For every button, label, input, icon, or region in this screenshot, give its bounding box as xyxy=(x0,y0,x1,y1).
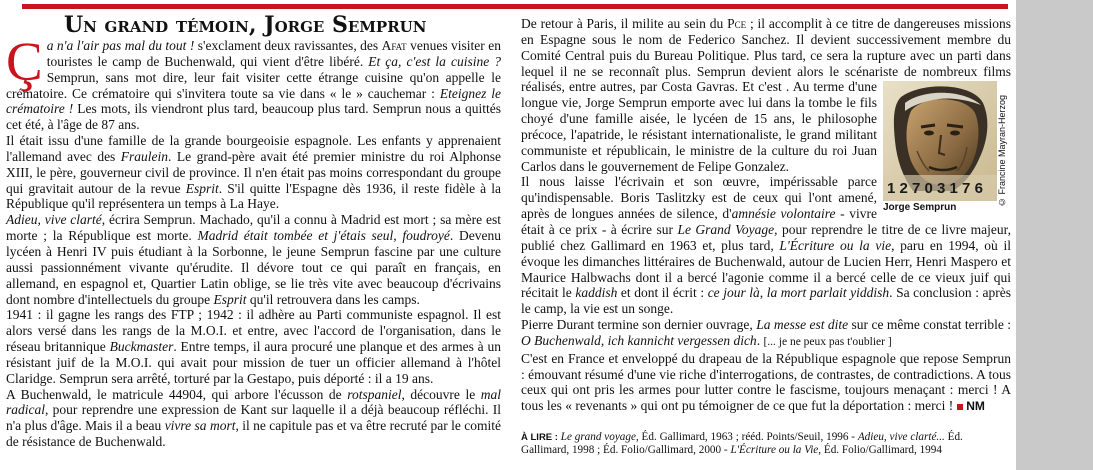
text: Il nous laisse l'écrivain et son œuvre, impérissable parce qu'indispensable. Boris Taslitzky est de ceux qui l'ont amené, après de longues années de silence, d' xyxy=(521,174,877,222)
text: , écrira Semprun. Machado, qu'il a connu à Madrid est mort ; sa mère est morte ; la République est morte. xyxy=(6,212,501,244)
italic-term: Esprit xyxy=(213,291,247,307)
quote: Eteignez le crématoire ! xyxy=(6,85,501,117)
quote: Adieu, vive clarté xyxy=(6,212,102,228)
quote: a n'a l'air pas mal du tout ! xyxy=(46,38,195,53)
italic-term: amnésie volontaire xyxy=(731,206,836,222)
article-title: Un grand témoin, Jorge Semprun xyxy=(64,12,427,38)
italic-term: kaddish xyxy=(575,285,618,301)
text: C'est en France et enveloppé du drapeau de la République espagnole que repose Semprun : émouvant résumé d'une vie riche d'interrogations, de contrastes, de contradictions. A tous ceux qui ont pris les armes pour lutter contre le fascisme, toujours menaçant : merci ! A tous les « revenants » qui ont pu témoigner de ce que fut la déportation : merci ! xyxy=(521,350,1011,414)
book-title: L'Écriture ou la vie xyxy=(779,237,892,253)
paragraph-conclusion xyxy=(521,351,1011,415)
portrait-illustration xyxy=(883,81,997,201)
acronym: Afat xyxy=(381,38,407,53)
drop-cap: Ç xyxy=(6,31,43,92)
paragraph-family xyxy=(6,133,501,212)
text: , il ne capitule pas et va être recruté par le comité de résistance de Buchenwald. xyxy=(6,418,501,450)
book-title: Adieu, vive clarté... xyxy=(857,431,945,443)
right-column xyxy=(521,16,1011,415)
bibliography-label: À LIRE : xyxy=(521,432,558,443)
text: Semprun, sans mot dire, leur fait visiter cette étrange cuisine qu'on appelle le crématoire. Ce crématoire qui s'invitera toute sa vie dans « le » cauchemar : xyxy=(6,69,501,101)
text: Éd. Gallimard, 1998 ; Éd. Folio/Gallimard, 2000 - xyxy=(521,431,963,457)
portrait-figure xyxy=(883,81,1011,213)
book-title: Le grand voyage xyxy=(560,431,636,443)
text: et dont il écrit : xyxy=(617,285,708,301)
quote: Madrid était tombée et j'étais seul, foudroyé xyxy=(197,228,450,244)
title-rule xyxy=(22,4,1008,9)
text: A Buchenwald, le matricule 44904, qui arbore l'écusson de xyxy=(6,386,348,402)
text: venues visiter en touristes le camp de Buchenwald, qui vient d'être libéré. xyxy=(46,38,501,69)
portrait-caption: Jorge Semprun xyxy=(883,202,957,214)
italic-term: Buckmaster xyxy=(109,339,174,355)
bibliography xyxy=(521,431,1011,457)
text: Il était issu d'une famille de la grande bourgeoisie espagnole. Les enfants y apprenaient l'allemand avec des xyxy=(6,133,501,164)
text: . S'il quitte l'Espagne dès 1936, il reste fidèle à la République qu'il représentera un temps à La Haye. xyxy=(6,180,501,212)
acronym: Pce xyxy=(727,16,747,31)
end-square-icon xyxy=(957,404,963,410)
text: . Sa conclusion : après le camp, la vie est un songe. xyxy=(521,285,1012,317)
author-signature: NM xyxy=(966,399,985,414)
text: qu'il retrouvera dans les camps. xyxy=(246,291,420,307)
text: . Au terme d'une longue vie, Jorge Semprun emporte avec lui dans la tombe le fils choyé d'une famille aisée, le lycéen de 15 ans, le philosophe précoce, l'apatride, le résistant internationaliste, le grand militant communiste et républicain, le ministre de la culture du roi Juan Carlos dans le gouvernement de Felipe Gonzalez. xyxy=(521,79,877,174)
text: , paru en 1994, où il évoque les dimanches littéraires de Buchenwald, autour de Lucien Herr, Henri Maspero et Maurice Halbwachs dont il a bercé l'agonie comme il a bercé celle de ce vieux juif qui récitait le xyxy=(521,237,1011,301)
text: 1941 : il gagne les rangs des FTP ; 1942 : il adhère au Parti communiste espagnol. Il est alors versé dans les rangs de la M.O.I. et entre, avec l'accord de l'organisation, dans le réseau britannique xyxy=(6,307,501,355)
text: s'exclament deux ravissantes, des xyxy=(194,38,382,53)
text: . Le grand-père avait été premier ministre du roi Alphonse XIII, le père, gouverneur civil de province. Il n'en était pas moins correspondant du groupe qui gravitait autour de la revue xyxy=(6,148,501,196)
photo-credit: © Francine Mayran-Herzog xyxy=(997,95,1008,208)
paragraph-durant xyxy=(521,317,1011,351)
quote: Et ça, c'est la cuisine ? xyxy=(368,53,501,69)
italic-term: rotspaniel xyxy=(347,386,402,402)
text: sur ce même constat terrible : xyxy=(848,317,1011,333)
italic-term: mal radical xyxy=(6,386,502,418)
paragraph-buchenwald xyxy=(6,387,501,450)
text: , pour reprendre le titre de ce livre majeur, publié chez Gallimard en 1963 et, plus tard, xyxy=(521,221,1011,253)
book-title: Le Grand Voyage xyxy=(677,221,775,237)
book-title: L'Écriture ou la Vie xyxy=(730,444,819,457)
paragraph-intro xyxy=(6,31,501,133)
text: Les mots, ils viendront plus tard, beaucoup plus tard. Semprun nous a quittés cet été, à l'âge de 87 ans. xyxy=(6,101,501,133)
text: . Devenu lycéen à Henri IV puis étudiant à la Sorbonne, le jeune Semprun fascine par une culture aussi passionnément vivante qu'érudite. Il dévore tout ce qui paraît en français, en allemand, en espagnol et, Quartier Latin oblige, se lie très vite avec beaucoup d'écrivains dont nombre d'intellectuels du groupe xyxy=(6,228,502,307)
paragraph-adieu xyxy=(6,212,501,307)
text: . Entre temps, il aura procuré une planque et des armes à un résistant juif de la M.O.I. qui avait pour mission de tuer un officier allemand à l'hôtel Claridge. Semprun sera arrêté, torturé par la Gestapo, puis déporté : il a 19 ans. xyxy=(6,339,501,386)
prisoner-number: 1 2 7 0 3 1 7 6 xyxy=(887,180,983,198)
text: , pour reprendre une expression de Kant sur laquelle il a déjà beaucoup réfléchi. Il n'a plus d'âge. Mais il a beau xyxy=(6,402,501,434)
italic-term: Esprit xyxy=(185,180,219,196)
text: , découvre le xyxy=(401,386,481,402)
quote: ce jour là, la mort parlait yiddish xyxy=(707,285,890,301)
quote: O Buchenwald, ich kannicht vergessen dich xyxy=(521,332,757,348)
italic-term: Fraulein xyxy=(120,148,169,164)
side-margin-strip xyxy=(1016,0,1093,470)
text: ; il accomplit à ce titre de dangereuses missions en Espagne sous le nom de Federico Sanchez. Il devient successivement membre du Comité Central puis du Bureau Politique. Plus tard, ce sera la rupture avec un parti dans lequel il ne se reconnaît plus. Semprun devient alors le scénariste de nombreux films réalisés, entre autres, par Costa Gavras. Et c'est xyxy=(521,16,1011,95)
text: - vivre était à ce prix - à écrire sur xyxy=(521,206,878,237)
text: . xyxy=(756,332,764,348)
text: , Éd. Folio/Gallimard, 1994 xyxy=(818,444,942,457)
paragraph-resistance xyxy=(6,307,501,386)
italic-term: vivre sa mort xyxy=(164,418,236,434)
text: Pierre Durant termine son dernier ouvrage, xyxy=(521,317,757,333)
book-title: La messe est dite xyxy=(756,317,849,333)
translation-note: [... je ne peux pas t'oublier ] xyxy=(763,335,892,348)
left-column xyxy=(6,31,502,450)
text: De retour à Paris, il milite au sein du xyxy=(521,16,728,31)
text: , Éd. Gallimard, 1963 ; rééd. Points/Seuil, 1996 - xyxy=(635,431,858,443)
